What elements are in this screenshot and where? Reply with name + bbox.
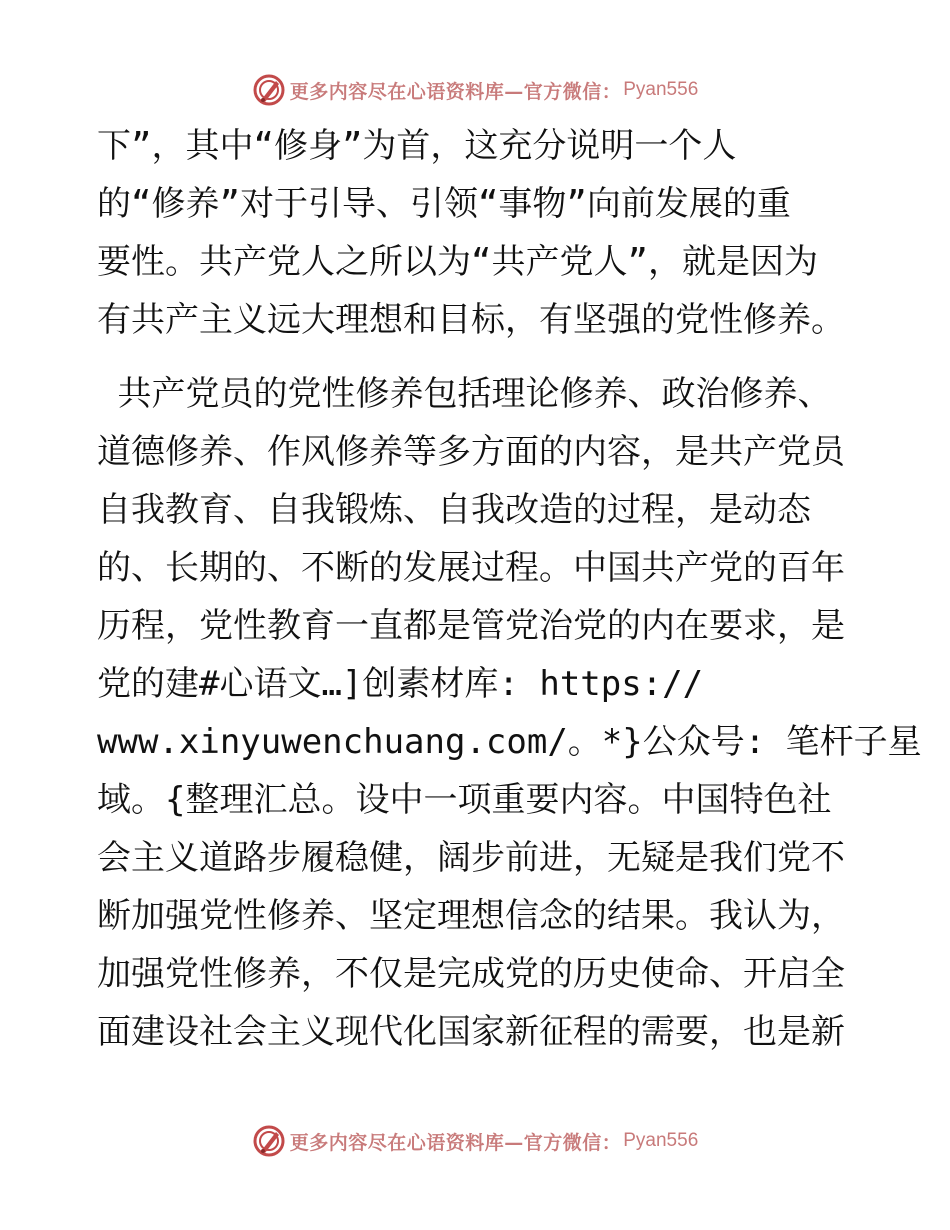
body-line: 道德修养、作风修养等多方面的内容，是共产党员 bbox=[97, 432, 845, 472]
footer-wechat-id: Pyan556 bbox=[623, 1130, 699, 1151]
body-line: 的、长期的、不断的发展过程。中国共产党的百年 bbox=[97, 548, 845, 588]
body-line: 共产党员的党性修养包括理论修养、政治修养、 bbox=[97, 374, 832, 414]
header-banner-text: 更多内容尽在心语资料库—官方微信： bbox=[289, 80, 622, 103]
pen-logo-icon bbox=[252, 1124, 286, 1158]
body-line: 断加强党性修养、坚定理想信念的结果。我认为， bbox=[97, 896, 845, 936]
body-line: 的“修养”对于引导、引领“事物”向前发展的重 bbox=[97, 184, 791, 224]
body-line: 党的建#心语文…]创素材库: https:// bbox=[97, 664, 704, 704]
body-line: www.xinyuwenchuang.com/。*}公众号: 笔杆子星 bbox=[97, 722, 922, 762]
body-line: 域。{整理汇总。设中一项重要内容。中国特色社 bbox=[97, 780, 832, 820]
footer-banner-text: 更多内容尽在心语资料库—官方微信： bbox=[289, 1131, 622, 1154]
body-line: 会主义道路步履稳健，阔步前进，无疑是我们党不 bbox=[97, 838, 845, 878]
body-line: 要性。共产党人之所以为“共产党人”，就是因为 bbox=[97, 242, 818, 282]
body-line: 有共产主义远大理想和目标，有坚强的党性修养。 bbox=[97, 300, 845, 340]
body-line: 加强党性修养，不仅是完成党的历史使命、开启全 bbox=[97, 954, 845, 994]
body-line: 面建设社会主义现代化国家新征程的需要，也是新 bbox=[97, 1012, 845, 1052]
body-line: 历程，党性教育一直都是管党治党的内在要求，是 bbox=[97, 606, 845, 646]
header-wechat-id: Pyan556 bbox=[623, 79, 699, 100]
header-banner bbox=[0, 73, 950, 107]
body-line: 自我教育、自我锻炼、自我改造的过程，是动态 bbox=[97, 490, 811, 530]
pen-logo-icon bbox=[252, 73, 286, 107]
footer-banner bbox=[0, 1124, 950, 1158]
body-line: 下”，其中“修身”为首，这充分说明一个人 bbox=[97, 126, 737, 166]
